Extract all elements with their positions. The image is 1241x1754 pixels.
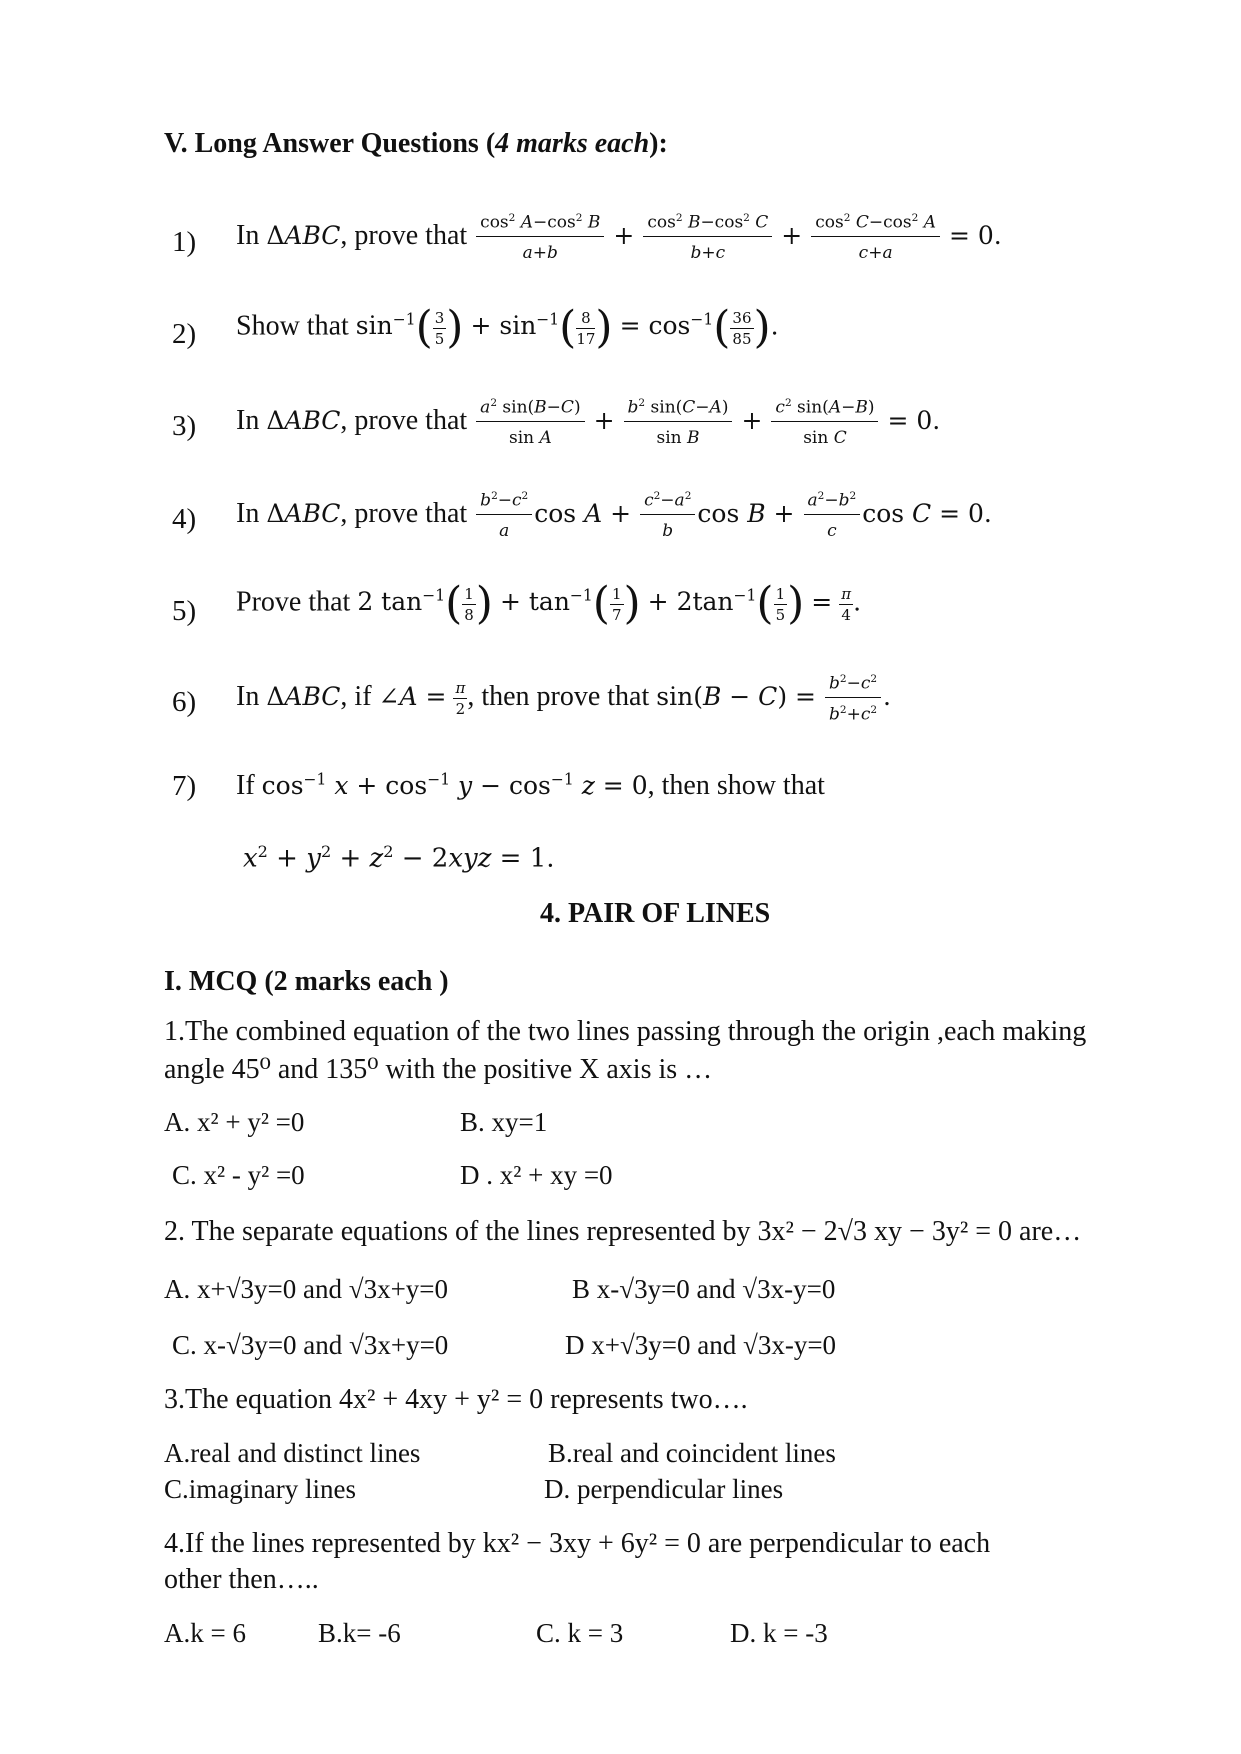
mcq-1-line1: 1.The combined equation of the two lines passing through the origin ,each making xyxy=(164,1016,1087,1047)
long-question-3: In ΔABC, prove that $\frac{a^2 \sin(B-C)}{\text{sin A}}$ + $\frac{b^2 \sin(C-A)}{\text{sin B}}$ + $\frac{c^2 \sin(A-B)}{\text{sin C}}$ = 0. xyxy=(236,397,941,448)
mcq-4-line2: other then….. xyxy=(164,1564,319,1595)
mcq-3-option-d[interactable]: D. perpendicular lines xyxy=(544,1474,784,1504)
long-question-6: In ΔABC, if ∠A = $\frac{\pi}{2}$ , then prove that sin(B − C) = $\frac{b^2-c^2}{b^2+c^2}$ . xyxy=(236,673,891,725)
mcq-4-option-c[interactable]: C. k = 3 xyxy=(536,1618,624,1648)
mcq-1-option-c[interactable]: C. x² - y² =0 xyxy=(172,1160,305,1190)
long-question-2: Show that $\sin^{-1}$( $\frac{3}{5}$ ) + $\sin^{-1}$( $\frac{8}{17}$ ) = $\cos^{-1}$( $\frac{36}{85}$ ). xyxy=(236,302,779,353)
mcq-4-option-a[interactable]: A.k = 6 xyxy=(164,1618,246,1648)
question-number: 5) xyxy=(172,595,197,627)
mcq-3-option-b[interactable]: B.real and coincident lines xyxy=(548,1438,836,1468)
long-question-7: If $\cos^{-1} x + \cos^{-1} y - \cos^{-1} z = 0$, then show that xyxy=(236,770,825,801)
question-number: 7) xyxy=(172,770,197,802)
mcq-4-option-d[interactable]: D. k = -3 xyxy=(730,1618,828,1648)
question-number: 1) xyxy=(172,226,197,258)
question-number: 3) xyxy=(172,410,197,442)
mcq-1-line2: angle 45⁰ and 135⁰ with the positive X axis is … xyxy=(164,1054,713,1085)
question-number: 6) xyxy=(172,686,197,718)
chapter-title: 4. PAIR OF LINES xyxy=(540,898,771,929)
mcq-2-option-d[interactable]: D x+√3y=0 and √3x-y=0 xyxy=(565,1330,837,1360)
long-question-4: In ΔABC, prove that $\frac{b^2-c^2}{a}$ cos A + $\frac{c^2-a^2}{b}$ cos B + $\frac{a^2-b^2}{c}$ cos C = 0. xyxy=(236,490,992,541)
mcq-3-option-a[interactable]: A.real and distinct lines xyxy=(164,1438,421,1468)
question-number: 2) xyxy=(172,318,197,350)
long-question-5: Prove that 2 $\tan^{-1}$( $\frac{1}{8}$ ) + $\tan^{-1}$( $\frac{1}{7}$ ) + $2\tan^{-1}$( $\frac{1}{5}$ ) = $\frac{\pi}{4}$ . xyxy=(236,578,862,629)
mcq-2-option-c[interactable]: C. x-√3y=0 and √3x+y=0 xyxy=(172,1330,449,1360)
heading-prefix: V. Long Answer Questions ( xyxy=(164,128,496,159)
mcq-2-option-a[interactable]: A. x+√3y=0 and √3x+y=0 xyxy=(164,1274,449,1304)
section-heading-mcq: I. MCQ (2 marks each ) xyxy=(164,966,449,997)
mcq-1-option-a[interactable]: A. x² + y² =0 xyxy=(164,1107,305,1137)
heading-suffix: ): xyxy=(649,128,668,159)
mcq-2-line1: 2. The separate equations of the lines represented by 3x² − 2√3 xy − 3y² = 0 are… xyxy=(164,1216,1082,1247)
mcq-1-option-d[interactable]: D . x² + xy =0 xyxy=(460,1160,613,1190)
long-question-7-continuation: $x^2 + y^2 + z^2 - 2xyz = 1$. xyxy=(243,842,555,874)
mcq-3-line1: 3.The equation 4x² + 4xy + y² = 0 represents two…. xyxy=(164,1384,748,1415)
mcq-1-option-b[interactable]: B. xy=1 xyxy=(460,1107,548,1137)
mcq-4-line1: 4.If the lines represented by kx² − 3xy + 6y² = 0 are perpendicular to each xyxy=(164,1528,991,1559)
heading-italic: 4 marks each xyxy=(495,128,650,159)
mcq-4-option-b[interactable]: B.k= -6 xyxy=(318,1618,401,1648)
mcq-2-option-b[interactable]: B x-√3y=0 and √3x-y=0 xyxy=(572,1274,836,1304)
long-question-1: In ΔABC, prove that $\frac{\cos^2 A-\cos^2 B}{a+b}$ + $\frac{\cos^2 B-\cos^2 C}{b+c}$ + $\frac{\cos^2 C-\cos^2 A}{c+a}$ = 0. xyxy=(236,212,1002,263)
section-heading-long-answer xyxy=(164,128,668,160)
mcq-3-option-c[interactable]: C.imaginary lines xyxy=(164,1474,356,1504)
question-number: 4) xyxy=(172,503,197,535)
